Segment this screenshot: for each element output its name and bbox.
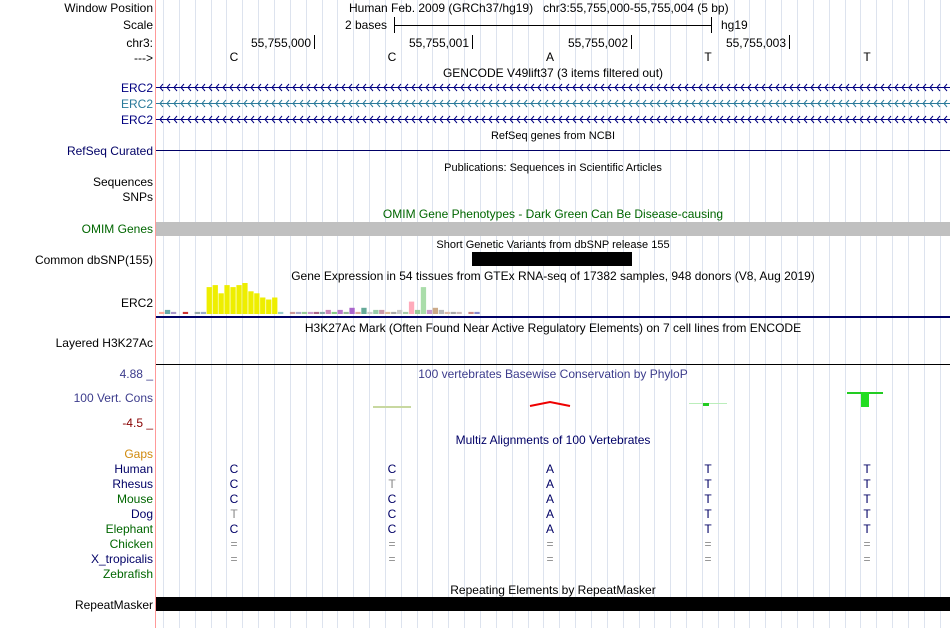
- h3k27ac-label[interactable]: Layered H3K27Ac: [55, 336, 153, 350]
- gtex-tissue-bar[interactable]: [278, 312, 283, 314]
- gtex-tissue-bar[interactable]: [397, 310, 402, 314]
- reference-base: T: [863, 50, 871, 64]
- gencode-gene-label[interactable]: ERC2: [120, 113, 153, 127]
- species-label[interactable]: Elephant: [105, 522, 153, 536]
- alignment-base: T: [704, 507, 712, 521]
- refseq-gene-line[interactable]: [156, 150, 950, 151]
- phylop-mark-1: [373, 406, 411, 408]
- alignment-base: =: [863, 537, 871, 551]
- alignment-base: C: [229, 462, 239, 476]
- gtex-tissue-bar[interactable]: [427, 310, 432, 314]
- alignment-base: T: [704, 477, 712, 491]
- gtex-tissue-bar[interactable]: [391, 312, 396, 314]
- alignment-base: C: [387, 492, 397, 506]
- gtex-tissue-bar[interactable]: [385, 312, 390, 314]
- repeatmasker-label[interactable]: RepeatMasker: [74, 598, 153, 612]
- dbsnp-label[interactable]: Common dbSNP(155): [34, 253, 153, 267]
- gtex-tissue-bar[interactable]: [367, 312, 372, 314]
- gtex-tissue-bar[interactable]: [403, 312, 408, 314]
- ruler-tick: [472, 35, 473, 49]
- phylop-min-label: -4.5 _: [122, 416, 153, 430]
- alignment-base: =: [863, 552, 871, 566]
- refseq-label[interactable]: RefSeq Curated: [66, 144, 153, 158]
- species-label[interactable]: Mouse: [116, 492, 153, 506]
- dbsnp-track-title[interactable]: Short Genetic Variants from dbSNP release 155: [436, 239, 670, 251]
- gtex-tissue-bar[interactable]: [254, 293, 259, 314]
- h3k27ac-baseline: [156, 364, 950, 365]
- gtex-tissue-bar[interactable]: [260, 298, 265, 315]
- gtex-tissue-bar[interactable]: [236, 285, 241, 314]
- ruler-position: 55,755,003: [725, 36, 786, 50]
- repeatmasker-track-title[interactable]: Repeating Elements by RepeatMasker: [450, 583, 656, 597]
- alignment-base: T: [863, 477, 871, 491]
- gtex-tissue-bar[interactable]: [421, 287, 426, 314]
- alignment-base: A: [545, 477, 554, 491]
- gencode-gene-line[interactable]: [0, 82, 950, 94]
- reference-base: A: [545, 50, 554, 64]
- alignment-base: A: [545, 507, 554, 521]
- alignment-base: T: [863, 462, 871, 476]
- gtex-tissue-bar[interactable]: [165, 310, 170, 314]
- gtex-tissue-bar[interactable]: [224, 285, 229, 314]
- alignment-base: C: [229, 492, 239, 506]
- gtex-tissue-bar[interactable]: [266, 300, 271, 315]
- phylop-label[interactable]: 100 Vert. Cons: [73, 391, 153, 405]
- species-label[interactable]: X_tropicalis: [90, 552, 153, 566]
- gtex-tissue-bar[interactable]: [361, 308, 366, 314]
- alignment-base: A: [545, 492, 554, 506]
- reference-base: T: [704, 50, 712, 64]
- strand-label[interactable]: --->: [134, 51, 153, 65]
- publications-snps-label[interactable]: SNPs: [122, 190, 153, 204]
- multiz-track-title[interactable]: Multiz Alignments of 100 Vertebrates: [455, 433, 651, 447]
- gtex-tissue-bar[interactable]: [433, 308, 438, 314]
- gtex-tissue-bar[interactable]: [415, 310, 420, 314]
- chrom-label: chr3:: [126, 36, 153, 50]
- gtex-tissue-bar[interactable]: [219, 293, 224, 314]
- alignment-base: C: [229, 477, 239, 491]
- ruler-position: 55,755,002: [567, 36, 628, 50]
- repeatmasker-bar[interactable]: [156, 597, 950, 611]
- gtex-tissue-bar[interactable]: [296, 312, 301, 314]
- alignment-base: =: [388, 552, 396, 566]
- scale-bar: [394, 25, 711, 26]
- gencode-gene-line[interactable]: [0, 98, 950, 110]
- alignment-base: C: [229, 522, 239, 536]
- ruler-tick: [789, 35, 790, 49]
- ruler-position: 55,755,000: [250, 36, 311, 50]
- scale-text: 2 bases: [345, 18, 388, 32]
- alignment-base: T: [230, 507, 238, 521]
- gtex-tissue-bar[interactable]: [230, 287, 235, 314]
- alignment-base: =: [230, 552, 238, 566]
- publications-track-title[interactable]: Publications: Sequences in Scientific Articles: [444, 162, 662, 174]
- alignment-base: =: [704, 537, 712, 551]
- alignment-base: =: [230, 537, 238, 551]
- alignment-base: =: [546, 537, 554, 551]
- publications-sequences-label[interactable]: Sequences: [92, 175, 153, 189]
- gtex-tissue-bar[interactable]: [409, 302, 414, 314]
- gtex-tissue-bar[interactable]: [195, 312, 200, 314]
- alignment-base: T: [704, 492, 712, 506]
- gtex-tissue-bar[interactable]: [445, 312, 450, 314]
- gtex-tissue-bar[interactable]: [314, 312, 319, 314]
- phylop-mark-4: [861, 392, 869, 407]
- species-label[interactable]: Rhesus: [112, 477, 153, 491]
- assembly-position[interactable]: Human Feb. 2009 (GRCh37/hg19) chr3:55,755,000-55,755,004 (5 bp): [349, 1, 729, 15]
- alignment-base: C: [387, 507, 397, 521]
- species-label[interactable]: Chicken: [109, 537, 153, 551]
- scale-bar-left-tick: [394, 17, 395, 33]
- gtex-tissue-bar[interactable]: [213, 285, 218, 314]
- species-label[interactable]: Dog: [130, 507, 153, 521]
- gtex-tissue-bar[interactable]: [326, 310, 331, 314]
- alignment-base: C: [387, 462, 397, 476]
- gtex-tissue-bar[interactable]: [290, 312, 295, 314]
- scale-label: Scale: [122, 18, 153, 32]
- gtex-track-title[interactable]: Gene Expression in 54 tissues from GTEx RNA-seq of 17382 samples, 948 donors (V8, Aug 2019): [291, 269, 815, 283]
- ruler-position: 55,755,001: [408, 36, 469, 50]
- gtex-tissue-bar[interactable]: [207, 287, 212, 314]
- phylop-mark-2: [530, 402, 570, 406]
- scale-bar-right-tick: [711, 17, 712, 33]
- gtex-tissue-bar[interactable]: [468, 312, 473, 314]
- phylop-track-title[interactable]: 100 vertebrates Basewise Conservation by PhyloP: [418, 367, 688, 381]
- species-label[interactable]: Zebrafish: [102, 567, 153, 581]
- ruler-tick: [631, 35, 632, 49]
- gtex-tissue-bar[interactable]: [308, 312, 313, 314]
- alignment-base: T: [863, 522, 871, 536]
- ruler-tick: [314, 35, 315, 49]
- gtex-tissue-bar[interactable]: [349, 308, 354, 314]
- gencode-track-title[interactable]: GENCODE V49lift37 (3 items filtered out): [442, 66, 664, 80]
- gtex-tissue-bar[interactable]: [248, 291, 253, 314]
- gtex-label[interactable]: ERC2: [120, 296, 153, 310]
- gtex-tissue-bar[interactable]: [302, 312, 307, 314]
- gtex-tissue-bar[interactable]: [474, 312, 479, 314]
- phylop-graph[interactable]: [0, 385, 950, 415]
- gtex-tissue-bar[interactable]: [320, 312, 325, 314]
- gencode-gene-line[interactable]: [0, 114, 950, 126]
- gtex-tissue-bar[interactable]: [159, 312, 164, 314]
- gtex-tissue-bar[interactable]: [332, 312, 337, 314]
- scale-db: hg19: [721, 18, 748, 32]
- gtex-tissue-bar[interactable]: [373, 310, 378, 314]
- reference-base: C: [229, 50, 239, 64]
- phylop-max-label: 4.88 _: [119, 367, 153, 381]
- h3k27ac-track-title[interactable]: H3K27Ac Mark (Often Found Near Active Regulatory Elements) on 7 cell lines from ENCODE: [304, 321, 802, 335]
- gtex-tissue-bar[interactable]: [242, 283, 247, 314]
- gtex-tissue-bar[interactable]: [344, 312, 349, 314]
- gtex-tissue-bar[interactable]: [171, 312, 176, 314]
- dbsnp-variant[interactable]: [472, 252, 632, 266]
- alignment-base: T: [388, 477, 396, 491]
- gaps-label[interactable]: Gaps: [124, 447, 153, 461]
- gtex-tissue-bar[interactable]: [355, 312, 360, 314]
- gencode-gene-label[interactable]: ERC2: [120, 81, 153, 95]
- gtex-tissue-bar[interactable]: [183, 312, 188, 314]
- gtex-tissue-bar[interactable]: [379, 310, 384, 314]
- window-position-label: Window Position: [64, 1, 153, 15]
- alignment-base: =: [704, 552, 712, 566]
- gtex-tissue-bar[interactable]: [272, 298, 277, 315]
- alignment-base: T: [863, 492, 871, 506]
- refseq-track-title[interactable]: RefSeq genes from NCBI: [490, 130, 616, 142]
- alignment-base: T: [704, 462, 712, 476]
- alignment-base: C: [387, 522, 397, 536]
- gtex-tissue-bar[interactable]: [201, 312, 206, 314]
- species-label[interactable]: Human: [114, 462, 153, 476]
- omim-track-title[interactable]: OMIM Gene Phenotypes - Dark Green Can Be Disease-causing: [382, 207, 724, 221]
- alignment-base: T: [704, 522, 712, 536]
- omim-label[interactable]: OMIM Genes: [81, 222, 153, 236]
- gtex-tissue-bar[interactable]: [439, 310, 444, 314]
- alignment-base: A: [545, 522, 554, 536]
- gtex-bar-chart[interactable]: [0, 283, 950, 319]
- gencode-gene-label[interactable]: ERC2: [120, 97, 153, 111]
- reference-base: C: [387, 50, 397, 64]
- omim-gene-bar[interactable]: [156, 222, 950, 236]
- gtex-tissue-bar[interactable]: [338, 310, 343, 314]
- gtex-tissue-bar[interactable]: [451, 312, 456, 314]
- gtex-tissue-bar[interactable]: [457, 312, 462, 314]
- alignment-base: A: [545, 462, 554, 476]
- alignment-base: =: [388, 537, 396, 551]
- alignment-base: =: [546, 552, 554, 566]
- phylop-mark-3-core: [703, 403, 709, 406]
- alignment-base: T: [863, 507, 871, 521]
- gtex-gene-line: [156, 316, 950, 318]
